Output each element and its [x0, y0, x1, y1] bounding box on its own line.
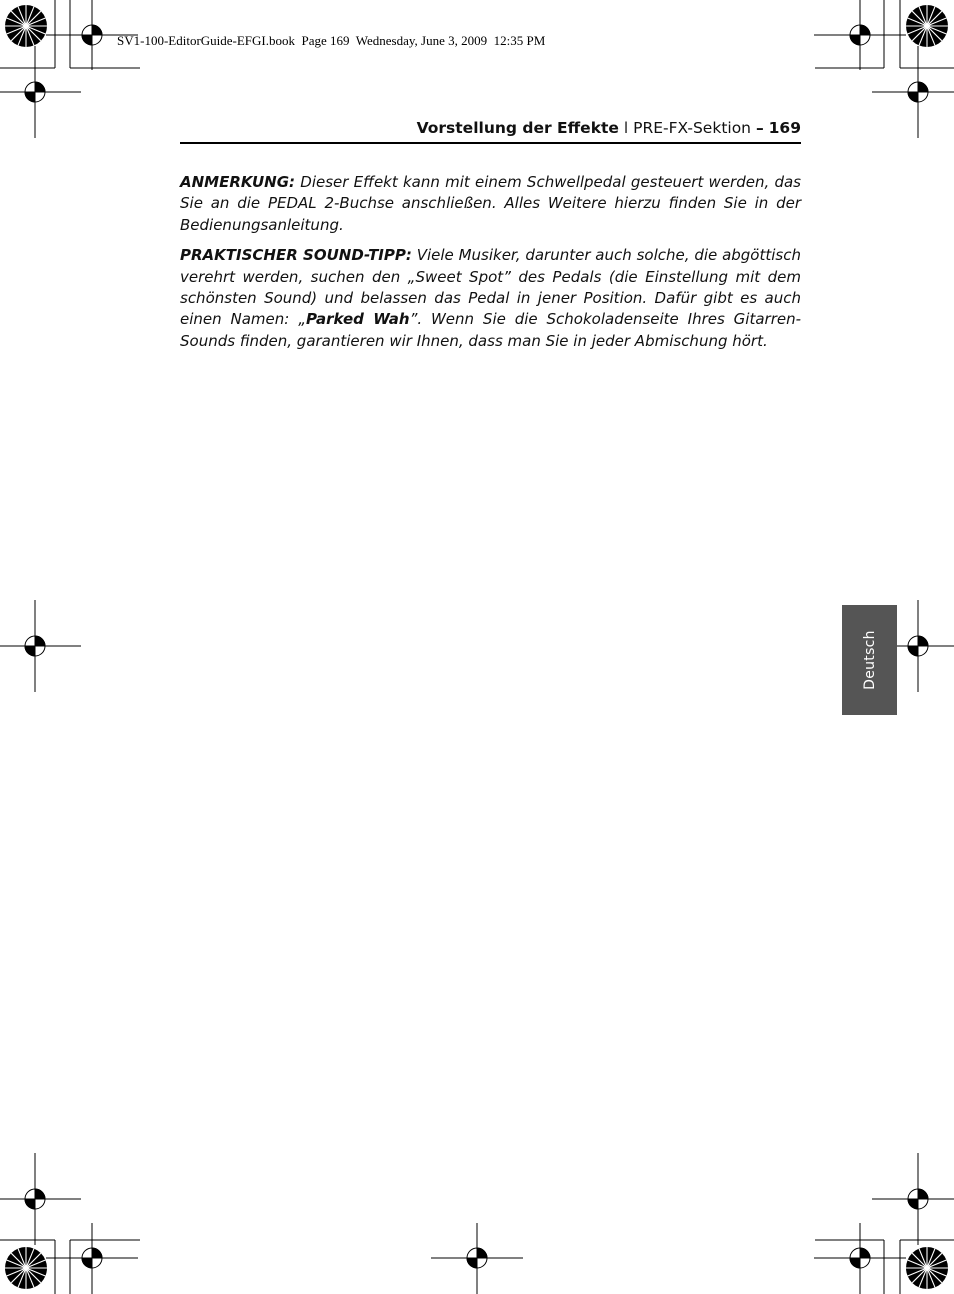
tip-paragraph	[180, 245, 801, 352]
page-body	[180, 172, 801, 361]
tip-highlight: Parked Wah	[305, 310, 410, 329]
note-text: Dieser Effekt kann mit einem Schwellpedal gesteuert werden, das Sie an die PEDAL 2-Buchse anschließen. Alles Weitere hierzu finden Sie in der Bedienungsanleitung.	[180, 173, 801, 234]
thumb-tab-label: Deutsch	[861, 630, 878, 690]
note-paragraph	[180, 172, 801, 236]
header-separator: l	[623, 119, 629, 137]
tip-text-before: Viele Musiker, darunter auch solche, die abgöttisch verehrt werden, suchen den „Sweet Spot” des Pedals (die Einstellung mit dem schönsten Sound) und belassen das Pedal in jener Position. Dafür gibt es auch einen Namen: „	[180, 246, 801, 329]
tip-text-after: ”. Wenn Sie die Schokoladenseite Ihres Gitarren-Sounds finden, garantieren wir Ihnen, dass man Sie in jeder Abmischung hört.	[180, 310, 802, 350]
header-subsection-title: PRE-FX-Sektion	[633, 119, 752, 137]
header-dash: –	[755, 119, 764, 137]
language-thumb-tab	[842, 605, 897, 715]
header-section-title: Vorstellung der Effekte	[416, 119, 619, 137]
page-number: 169	[768, 119, 801, 137]
note-label: ANMERKUNG:	[180, 173, 296, 191]
header-rule	[180, 142, 801, 144]
printer-info-line: SV1-100-EditorGuide-EFGI.book Page 169 Wednesday, June 3, 2009 12:35 PM	[117, 33, 546, 48]
running-header	[180, 118, 801, 142]
tip-label: PRAKTISCHER SOUND-TIPP:	[180, 246, 412, 265]
